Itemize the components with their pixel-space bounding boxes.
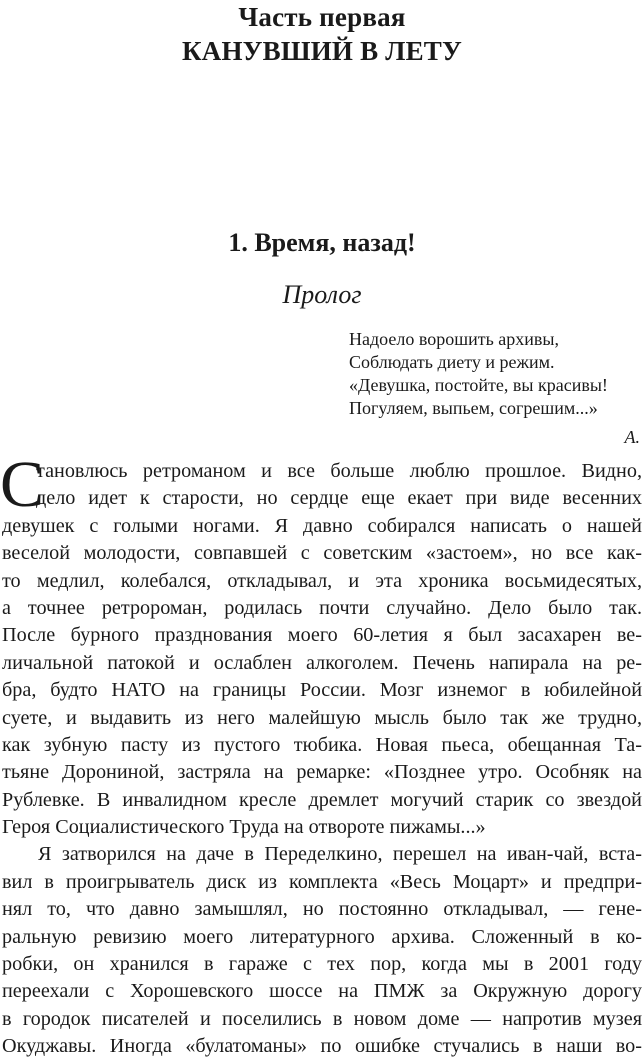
epigraph-line: Погуляем, выпьем, согрешим...» xyxy=(349,398,598,418)
text-line: Окуджавы. Иногда «булатоманы» по ошибке стучались в наши во- xyxy=(2,1035,642,1058)
text-line: как зубную пасту из пустого тюбика. Новая пьеса, обещанная Та- xyxy=(2,733,642,756)
text-line: нял то, что давно замышлял, но постоянно откладывал, — гене- xyxy=(2,898,642,921)
text-line: личальной патокой и ослаблен алкоголем. Печень напирала на ре- xyxy=(2,651,642,674)
epigraph xyxy=(349,328,608,420)
text-line: Я затворился на даче в Переделкино, перешел на иван-чай, вста- xyxy=(38,843,642,866)
drop-cap: С xyxy=(0,448,45,521)
body-text xyxy=(0,448,642,1061)
epigraph-author: А. xyxy=(624,427,640,447)
text-line: бра, будто НАТО на границы России. Мозг изнемог в юбилейной xyxy=(2,679,642,702)
part-title: КАНУВШИЙ В ЛЕТУ xyxy=(181,36,462,66)
text-line: тановлюсь ретроманом и все больше люблю прошлое. Видно, xyxy=(36,460,642,482)
chapter-subtitle: Пролог xyxy=(282,280,362,309)
epigraph-line: Надоело ворошить архивы, xyxy=(349,329,559,349)
text-line: тьяне Дорониной, застряла на ремарке: «Позднее утро. Особняк на xyxy=(2,761,642,784)
text-line: ральную ревизию моего литературного архива. Сложенный в ко- xyxy=(2,925,642,948)
text-line: Рублевке. В инвалидном кресле дремлет могучий старик со звездой xyxy=(2,788,642,811)
text-line: Героя Социалистического Труда на отвороте пижамы...» xyxy=(2,816,486,839)
text-line: дело идет к старости, но сердце еще екает при виде весенних xyxy=(36,487,642,510)
part-heading xyxy=(0,0,644,68)
text-line: вил в проигрыватель диск из комплекта «Весь Моцарт» и предпри- xyxy=(2,870,642,893)
epigraph-line: «Девушка, постойте, вы красивы! xyxy=(349,375,608,395)
text-line: в городок писателей и поселились в новом доме — напротив музея xyxy=(2,1007,642,1030)
text-line: девушек с голыми ногами. Я давно собирался написать о нашей xyxy=(2,514,642,537)
text-line: то медлил, колебался, откладывал, и эта хроника восьмидесятых, xyxy=(2,569,642,592)
epigraph-line: Соблюдать диету и режим. xyxy=(349,352,555,372)
chapter-title: 1. Время, назад! xyxy=(228,228,416,257)
text-line: а точнее ретророман, родилась почти случайно. Дело было так. xyxy=(2,596,642,619)
text-line: суете, и выдавить из него малейшую мысль было так же трудно, xyxy=(2,706,642,729)
part-label: Часть первая xyxy=(238,2,406,32)
text-line: переехали с Хорошевского шоссе на ПМЖ за Окружную дорогу xyxy=(2,980,642,1003)
text-line: После бурного празднования моего 60-летия я был засахарен ве- xyxy=(2,624,642,647)
text-line: робки, он хранился в гараже с тех пор, когда мы в 2001 году xyxy=(2,953,642,976)
text-line: веселой молодости, совпавшей с советским «застоем», но все как- xyxy=(2,542,642,565)
